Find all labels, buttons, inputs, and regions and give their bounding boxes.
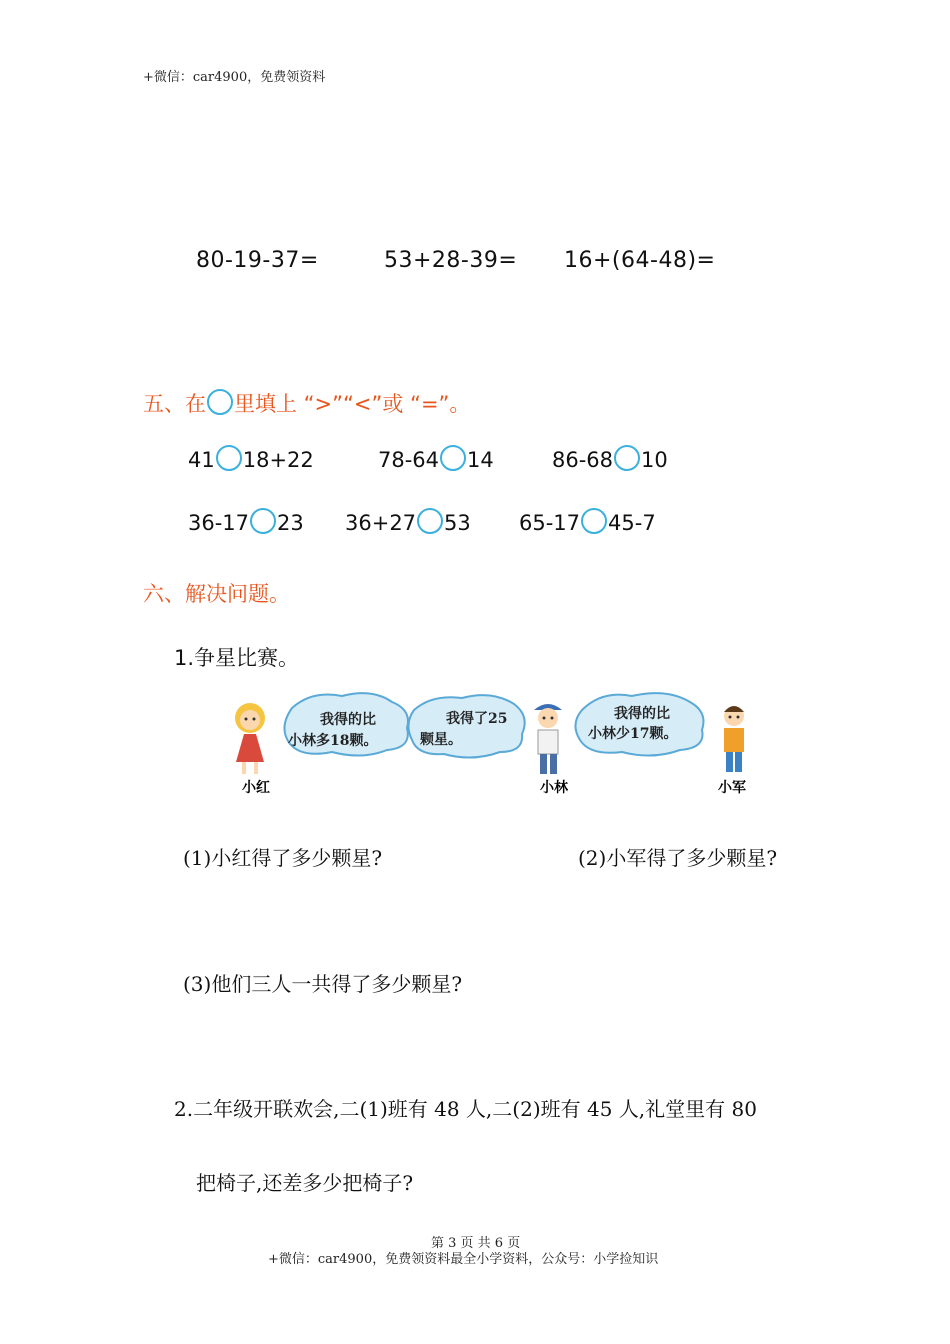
calc-expression-1: 80-19-37= [196,248,319,273]
bubble-2-line-2: 颗星。 [420,732,462,748]
question-1: (1)小红得了多少颗星? [183,846,383,870]
compare-circle[interactable] [417,508,443,534]
footer-note: +微信：car4900，免费领资料最全小学资料，公众号：小学捡知识 [268,1252,659,1267]
compare-item: 78-64 14 [378,445,494,472]
question-3: (3)他们三人一共得了多少颗星? [183,972,463,996]
compare-circle[interactable] [250,508,276,534]
name-xiaohong: 小红 [242,780,270,796]
section-6-title: 六、解决问题。 [143,582,290,606]
compare-item: 41 18+22 [188,445,314,472]
name-xiaojun: 小军 [718,780,746,796]
girl-figure-icon [235,703,265,774]
section-5-title-prefix: 五、在 [143,392,206,416]
bubble-3-line-1: 我得的比 [614,706,670,722]
question-2: (2)小军得了多少颗星? [578,846,778,870]
compare-item: 36+27 53 [345,508,471,535]
page-number: 第 3 页 共 6 页 [431,1236,521,1251]
section-5-title-suffix: 里填上 “>”“<”或 “=”。 [234,392,471,416]
problem-2-line-1: 2.二年级开联欢会,二(1)班有 48 人,二(2)班有 45 人,礼堂里有 80 [174,1097,757,1121]
compare-circle[interactable] [614,445,640,471]
boy-lin-figure-icon [534,704,562,774]
bubble-1-line-2: 小林多18颗。 [288,733,378,749]
calc-expression-3: 16+(64-48)= [564,248,716,273]
compare-item: 65-17 45-7 [519,508,656,535]
bubble-2-line-1: 我得了25 [446,711,508,727]
compare-circle[interactable] [440,445,466,471]
problem-1-title: 1.争星比赛。 [174,646,300,670]
speech-bubble-3 [575,693,703,755]
boy-jun-figure-icon [724,706,744,772]
name-xiaolin: 小林 [540,780,568,796]
calc-expression-2: 53+28-39= [384,248,518,273]
star-contest-illustration [222,688,762,800]
problem-2-line-2: 把椅子,还差多少把椅子? [196,1171,414,1195]
blank-circle-icon [207,389,233,415]
compare-item: 86-68 10 [552,445,668,472]
section-5-title [143,388,470,418]
compare-item: 36-17 23 [188,508,304,535]
compare-circle[interactable] [216,445,242,471]
bubble-1-line-1: 我得的比 [320,712,376,728]
compare-circle[interactable] [581,508,607,534]
header-note: +微信：car4900，免费领资料 [143,70,326,85]
bubble-3-line-2: 小林少17颗。 [588,726,678,742]
